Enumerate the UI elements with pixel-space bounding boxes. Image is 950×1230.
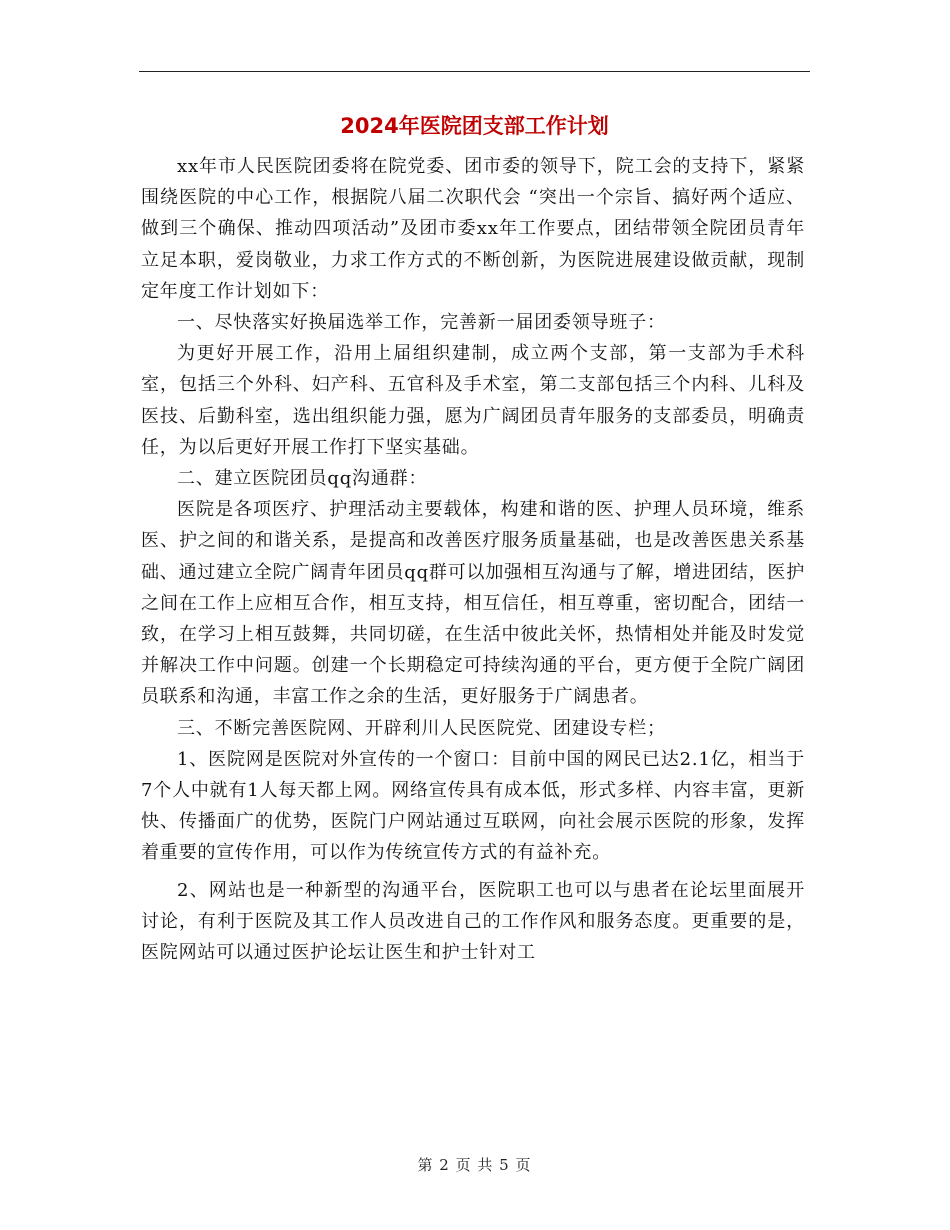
document-body [141, 151, 805, 968]
paragraph-section-3-item-1: 1、医院网是医院对外宣传的一个窗口：目前中国的网民已达2.1亿，相当于7个人中就有1人每天都上网。网络宣传具有成本低，形式多样、内容丰富，更新快、传播面广的优势，医院门户网站通过互联网，向社会展示医院的形象，发挥着重要的宣传作用，可以作为传统宣传方式的有益补充。 [141, 748, 805, 864]
document-title: 2024年医院团支部工作计划 [340, 114, 609, 138]
section-heading-1: 一、尽快落实好换届选举工作，完善新一届团委领导班子： [177, 312, 666, 334]
section-heading-2: 二、建立医院团员qq沟通群： [177, 468, 428, 490]
paragraph-section-2: 医院是各项医疗、护理活动主要载体，构建和谐的医、护理人员环境，维系医、护之间的和谐关系，是提高和改善医疗服务质量基础，也是改善医患关系基础、通过建立全院广阔青年团员qq群可以加强相互沟通与了解，增进团结，医护之间在工作上应相互合作，相互支持，相互信任，相互尊重，密切配合，团结一致，在学习上相互鼓舞，共同切磋，在生活中彼此关怀，热情相处并能及时发觉并解决工作中问题。创建一个长期稳定可持续沟通的平台，更方便于全院广阔团员联系和沟通，丰富工作之余的生活，更好服务于广阔患者。 [141, 499, 805, 708]
paragraph-section-1: 为更好开展工作，沿用上届组织建制，成立两个支部，第一支部为手术科室，包括三个外科、妇产科、五官科及手术室，第二支部包括三个内科、儿科及医技、后勤科室，选出组织能力强，愿为广阔团员青年服务的支部委员，明确责任，为以后更好开展工作打下坚实基础。 [141, 343, 805, 458]
header-rule [139, 71, 810, 72]
paragraph-intro: xx年市人民医院团委将在院党委、团市委的领导下，院工会的支持下，紧紧围绕医院的中心工作，根据院八届二次职代会 “突出一个宗旨、搞好两个适应、做到三个确保、推动四项活动”及团市委xx年工作要点，团结带领全院团员青年立足本职，爱岗敬业，力求工作方式的不断创新，为医院进展建设做贡献，现制定年度工作计划如下： [141, 156, 805, 302]
page-number: 第 2 页 共 5 页 [417, 1156, 532, 1174]
section-heading-3: 三、不断完善医院网、开辟利川人民医院党、团建设专栏； [177, 717, 666, 739]
paragraph-section-3-item-2: 2、网站也是一种新型的沟通平台，医院职工也可以与患者在论坛里面展开讨论，有利于医院及其工作人员改进自己的工作作风和服务态度。更重要的是，医院网站可以通过医护论坛让医生和护士针对工 [141, 879, 805, 964]
